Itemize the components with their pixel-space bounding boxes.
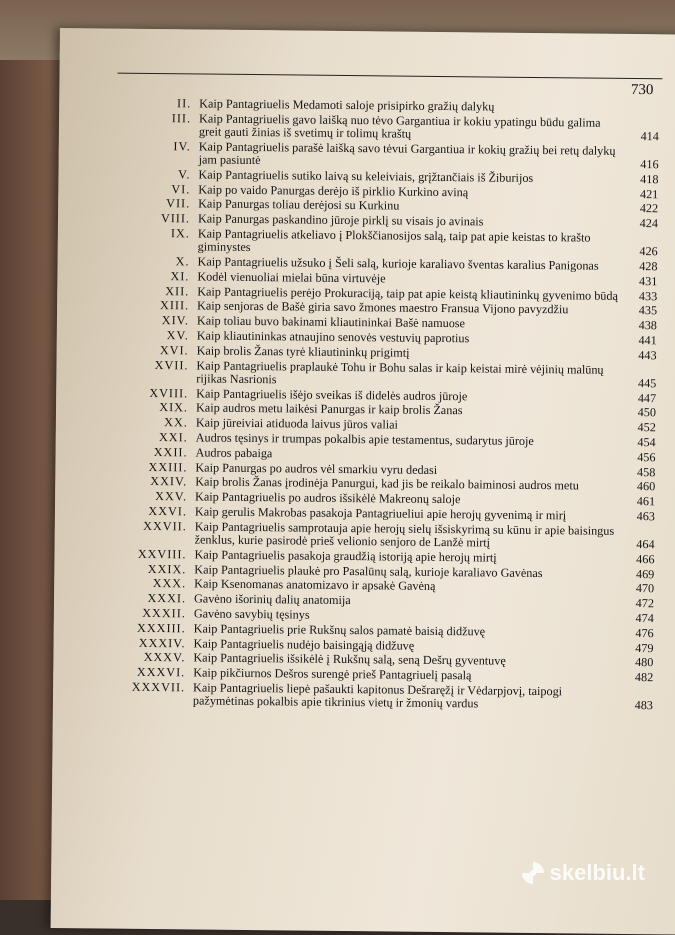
- chapter-page: 480: [623, 656, 653, 670]
- chapter-number: XXV.: [95, 490, 187, 504]
- header-rule: [118, 73, 663, 80]
- chapter-number: XX.: [96, 416, 188, 430]
- chapter-number: VIII.: [98, 212, 190, 226]
- chapter-page: 418: [628, 173, 658, 187]
- chapter-number: XXX.: [94, 577, 186, 591]
- chapter-number: XIX.: [96, 401, 188, 415]
- chapter-page: 482: [623, 671, 653, 685]
- chapter-title: Kaip Pantagriuelis liepė pašaukti kapitonus Dešraręžį ir Vėdarpjovį, taipogi pažymėtinas pokalbis apie tikrinius vietų ir žmonių vardus: [193, 681, 615, 712]
- chapter-title: Audros pabaiga: [195, 446, 617, 464]
- chapter-page: 421: [628, 188, 658, 202]
- chapter-page: 460: [625, 480, 655, 494]
- chapter-number: XXVII.: [95, 519, 187, 546]
- chapter-number: XXXV.: [93, 651, 185, 665]
- chapter-page: 479: [623, 641, 653, 655]
- chapter-title: Kaip Pantagriuelis sutiko laivą su keleiviais, grįžtančiais iš Žiburijos: [198, 168, 620, 186]
- chapter-number: XXI.: [96, 430, 188, 444]
- chapter-page: 445: [626, 377, 656, 391]
- chapter-number: XVI.: [97, 343, 189, 357]
- chapter-page: 438: [627, 319, 657, 333]
- watermark-text: skelbiu.lt: [550, 860, 645, 886]
- chapter-title: Kaip Pantagriuelis plaukė pro Pasalūnų salą, kurioje karaliavo Gavėnas: [194, 563, 616, 581]
- chapter-number: XII.: [97, 284, 189, 298]
- chapter-number: XXIV.: [95, 475, 187, 489]
- chapter-number: IX.: [98, 226, 190, 253]
- chapter-page: 447: [626, 392, 656, 406]
- chapter-title: Kaip jūreiviai atiduoda laivus jūros valiai: [196, 417, 618, 435]
- chapter-number: XVII.: [96, 358, 188, 385]
- chapter-page: 450: [626, 406, 656, 420]
- chapter-page: 463: [625, 510, 655, 524]
- chapter-page: 474: [624, 612, 654, 626]
- chapter-page: 414: [629, 130, 659, 144]
- chapter-title: Kaip Pantagriuelis gavo laišką nuo tėvo Gargantiua ir kokiu ypatingu būdu galima greit gauti žinias iš svetimų ir tolimų kraštų: [199, 112, 621, 143]
- chapter-title: Kaip toliau buvo bakinami kliautininkai Bašė namuose: [197, 315, 619, 333]
- book-page: [51, 28, 675, 935]
- chapter-number: V.: [98, 167, 190, 181]
- chapter-number: IV.: [99, 139, 191, 166]
- chapter-number: XV.: [97, 328, 189, 342]
- chapter-title: Kaip brolis Žanas įrodinėja Panurgui, kad jis be reikalo baiminosi audros metu: [195, 476, 617, 494]
- chapter-title: Kaip Pantagriuelis pasakoja graudžią istoriją apie herojų mirtį: [194, 548, 616, 566]
- chapter-page: 458: [625, 465, 655, 479]
- chapter-title: Kaip Pantagriuelis prie Rukšnų salos pamatė baisią didžuvę: [194, 622, 616, 640]
- chapter-title: Kaip Pantagriuelis po audros išsikėlė Makreonų saloje: [195, 491, 617, 509]
- chapter-number: XXVI.: [95, 504, 187, 518]
- chapter-page: 483: [623, 699, 653, 713]
- chapter-number: XXXI.: [94, 592, 186, 606]
- chapter-number: XIV.: [97, 314, 189, 328]
- chapter-title: Kaip Pantagriuelis išsikėlė į Rukšnų salą, seną Dešrų gyventuvę: [193, 652, 615, 670]
- watermark-logo-icon: [522, 862, 544, 884]
- chapter-page: 435: [627, 304, 657, 318]
- chapter-page: 456: [625, 451, 655, 465]
- chapter-title: Kaip Pantagriuelis perėjo Prokuraciją, taip pat apie keistą kliautininkų gyvenimo būdą: [197, 285, 619, 303]
- chapter-number: II.: [99, 96, 191, 110]
- chapter-page: 428: [627, 260, 657, 274]
- chapter-page: 469: [624, 567, 654, 581]
- chapter-page: 433: [627, 290, 657, 304]
- chapter-title: Kaip pikčiurnos Dešros surengė prieš Pantagriuelį pasalą: [193, 667, 615, 685]
- chapter-page: 472: [624, 597, 654, 611]
- chapter-title: Kaip senjoras de Bašė giria savo žmones maestro Fransua Vijono pavyzdžiu: [197, 300, 619, 318]
- chapter-page: 464: [625, 538, 655, 552]
- chapter-number: XXXVI.: [93, 665, 185, 679]
- chapter-number: III.: [99, 111, 191, 138]
- chapter-title: Kaip Pantagriuelis išėjo sveikas iš didelės audros jūroje: [196, 387, 618, 405]
- chapter-number: XXIII.: [95, 460, 187, 474]
- chapter-title: Kaip Pantagriuelis nudėjo baisingąją didžuvę: [193, 637, 615, 655]
- chapter-page: 470: [624, 582, 654, 596]
- chapter-title: Kaip Pantagriuelis praplaukė Tohu ir Bohu salas ir kaip keistai mirė vėjinių malūnų rijikas Nasrionis: [196, 359, 618, 390]
- chapter-page: 461: [625, 495, 655, 509]
- toc-entry: [93, 680, 653, 712]
- chapter-page: 424: [628, 217, 658, 231]
- chapter-title: Kaip Pantagriuelis samprotauja apie herojų sielų išsiskyrimą su kūnu ir apie baisingus ženklus, kurie pasirodė prieš velionio senjoro de Lanžė mirtį: [195, 520, 617, 551]
- chapter-number: XXXVII.: [93, 680, 185, 707]
- chapter-number: XXII.: [95, 445, 187, 459]
- chapter-page: 441: [627, 334, 657, 348]
- chapter-title: Kaip Panurgas po audros vėl smarkiu vyru dedasi: [195, 461, 617, 479]
- chapter-number: XXXIII.: [94, 621, 186, 635]
- chapter-title: Kaip brolis Žanas tyrė kliautininkų prigimtį: [197, 344, 619, 362]
- chapter-title: Kaip Ksenomanas anatomizavo ir apsakė Gavėną: [194, 578, 616, 596]
- chapter-page: 452: [626, 421, 656, 435]
- chapter-number: VI.: [98, 182, 190, 196]
- chapter-number: XXIX.: [94, 562, 186, 576]
- chapter-page: 422: [628, 202, 658, 216]
- chapter-title: Kaip gerulis Makrobas pasakoja Pantagriueliui apie herojų gyvenimą ir mirį: [195, 505, 617, 523]
- chapter-title: Kaip Pantagriuelis užsuko į Šeli salą, kurioje karaliavo šventas karalius Panigonas: [197, 255, 619, 273]
- chapter-page: 443: [627, 349, 657, 363]
- chapter-page: 454: [626, 436, 656, 450]
- chapter-number: XIII.: [97, 299, 189, 313]
- chapter-title: Kaip Panurgas toliau derėjosi su Kurkinu: [198, 198, 620, 216]
- chapter-page: 466: [624, 553, 654, 567]
- page-number: 730: [631, 82, 654, 99]
- chapter-number: X.: [97, 254, 189, 268]
- chapter-number: XXXIV.: [93, 636, 185, 650]
- chapter-title: Gavėno išorinių dalių anatomija: [194, 593, 616, 611]
- chapter-number: XVIII.: [96, 386, 188, 400]
- chapter-title: Audros tęsinys ir trumpas pokalbis apie testamentus, sudarytus jūroje: [196, 431, 618, 449]
- chapter-number: XXXII.: [94, 606, 186, 620]
- chapter-title: Kaip audros metu laikėsi Panurgas ir kaip brolis Žanas: [196, 402, 618, 420]
- chapter-page: 476: [624, 627, 654, 641]
- chapter-number: XI.: [97, 269, 189, 283]
- chapter-title: Kaip Pantagriuelis Medamoti saloje prisipirko gražių dalykų: [199, 97, 621, 115]
- chapter-title: Kaip Panurgas paskandino jūroje pirklį su visais jo avinais: [198, 213, 620, 231]
- chapter-number: VII.: [98, 197, 190, 211]
- chapter-title: Kaip kliautininkas atnaujino senovės vestuvių paprotius: [197, 329, 619, 347]
- chapter-number: XXVIII.: [94, 547, 186, 561]
- chapter-page: 426: [628, 245, 658, 259]
- table-of-contents: [93, 96, 659, 714]
- chapter-title: Kaip po vaido Panurgas derėjo iš pirklio Kurkino aviną: [198, 183, 620, 201]
- chapter-title: Kodėl vienuoliai mielai būna virtuvėje: [197, 270, 619, 288]
- chapter-title: Kaip Pantagriuelis atkeliavo į Plokščianosijos salą, taip pat apie keistas to krašto giminystes: [198, 227, 620, 258]
- chapter-title: Kaip Pantagriuelis parašė laišką savo tėvui Gargantiua ir kokių gražių bei retų dalykų jam pasiuntė: [199, 140, 621, 171]
- chapter-page: 416: [629, 158, 659, 172]
- chapter-title: Gavėno savybių tęsinys: [194, 607, 616, 625]
- chapter-page: 431: [627, 275, 657, 289]
- watermark: [522, 860, 645, 886]
